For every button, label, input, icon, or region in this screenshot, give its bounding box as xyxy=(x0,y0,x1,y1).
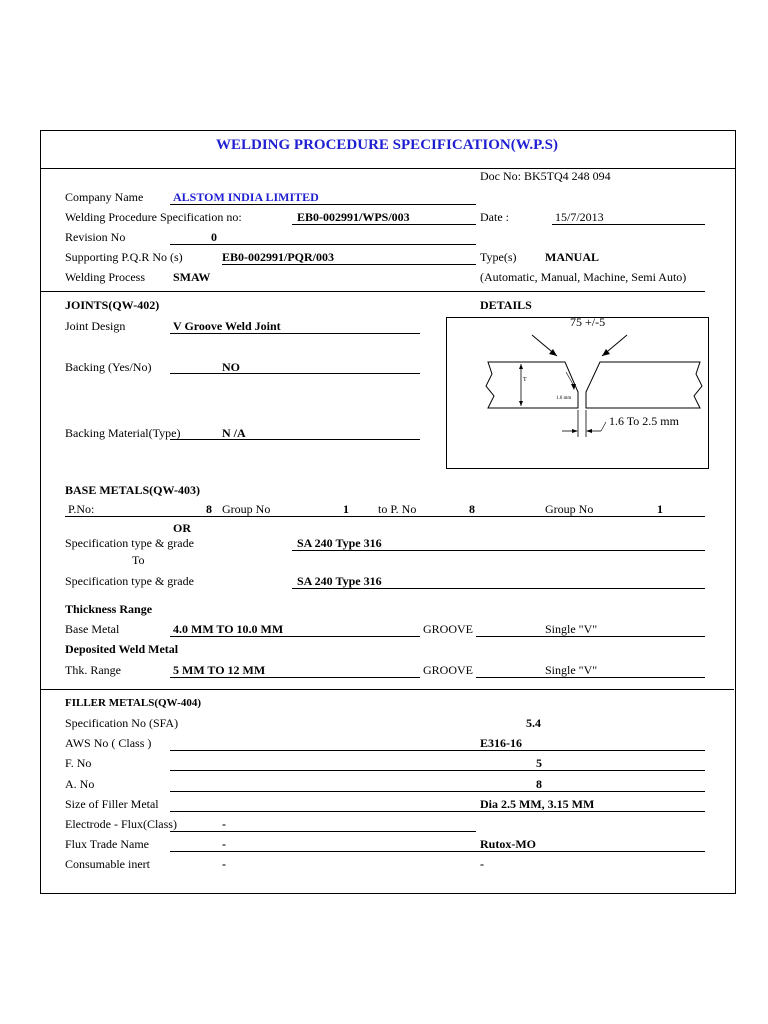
pqr-label: Supporting P.Q.R No (s) xyxy=(65,250,183,264)
filler-row-value: 5.4 xyxy=(526,716,541,730)
thk-underline xyxy=(170,677,420,678)
group2-label: Group No xyxy=(545,502,594,516)
to-pno-label: to P. No xyxy=(378,502,417,516)
groove-underline xyxy=(476,636,705,637)
joint-design-value: V Groove Weld Joint xyxy=(173,319,281,333)
date-label: Date : xyxy=(480,210,509,224)
filler-row-mid: - xyxy=(222,837,226,851)
groove-angle-label: 75 +/-5 xyxy=(570,315,606,329)
group-value: 1 xyxy=(343,502,349,516)
group2-value: 1 xyxy=(657,502,663,516)
spec2-underline xyxy=(292,588,705,589)
thickness-t-label: T xyxy=(523,377,527,383)
company-value: ALSTOM INDIA LIMITED xyxy=(173,190,319,204)
root-face-label: 1.6 mm xyxy=(556,396,572,401)
filler-row-underline xyxy=(170,851,705,852)
wps-value: EB0-002991/WPS/003 xyxy=(297,210,410,224)
spec-label: Specification type & grade xyxy=(65,536,194,550)
group-label: Group No xyxy=(222,502,271,516)
thickness-heading: Thickness Range xyxy=(65,602,153,616)
filler-row-label: Specification No (SFA) xyxy=(65,716,179,730)
details-heading: DETAILS xyxy=(480,298,532,312)
base-metal-value: 4.0 MM TO 10.0 MM xyxy=(173,622,284,636)
filler-row-underline xyxy=(170,770,705,771)
spec-value: SA 240 Type 316 xyxy=(297,536,382,550)
backing-value: NO xyxy=(222,360,240,374)
groove-label: GROOVE xyxy=(423,622,473,636)
backing-label: Backing (Yes/No) xyxy=(65,360,152,374)
filler-row-value: 8 xyxy=(536,777,542,791)
process-value: SMAW xyxy=(173,270,211,284)
filler-row-underline xyxy=(170,750,705,751)
filler-row-label: F. No xyxy=(65,756,92,770)
base-metal-label: Base Metal xyxy=(65,622,120,636)
pno-label: P.No: xyxy=(68,502,95,516)
filler-row-label: A. No xyxy=(65,777,95,791)
filler-row-mid: - xyxy=(222,857,226,871)
thk-value: 5 MM TO 12 MM xyxy=(173,663,266,677)
revision-value: 0 xyxy=(211,230,217,244)
type-note: (Automatic, Manual, Machine, Semi Auto) xyxy=(480,270,687,284)
filler-row-underline xyxy=(170,811,705,812)
to-label: To xyxy=(132,553,145,567)
doc-number: Doc No: BK5TQ4 248 094 xyxy=(480,169,611,183)
groove2-label: GROOVE xyxy=(423,663,473,677)
pno-value: 8 xyxy=(206,502,212,516)
filler-row-label: Consumable inert xyxy=(65,857,150,871)
filler-heading: FILLER METALS(QW-404) xyxy=(65,697,201,709)
base-metal-underline xyxy=(170,636,420,637)
filler-row-underline xyxy=(170,831,476,832)
thk-label: Thk. Range xyxy=(65,663,121,677)
groove-value: Single "V" xyxy=(545,622,598,636)
spec-underline xyxy=(292,550,705,551)
base-metals-heading: BASE METALS(QW-403) xyxy=(65,483,201,497)
page-title: WELDING PROCEDURE SPECIFICATION(W.P.S) xyxy=(216,137,558,153)
divider-filler xyxy=(40,689,734,690)
joint-design-label: Joint Design xyxy=(65,319,126,333)
filler-row-label: Electrode - Flux(Class) xyxy=(65,817,177,831)
wps-label: Welding Procedure Specification no: xyxy=(65,210,242,224)
date-value: 15/7/2013 xyxy=(555,210,604,224)
to-pno-value: 8 xyxy=(469,502,475,516)
spec2-label: Specification type & grade xyxy=(65,574,194,588)
filler-row-value: E316-16 xyxy=(480,736,522,750)
filler-row-value: Rutox-MO xyxy=(480,837,536,851)
filler-row-label: Flux Trade Name xyxy=(65,837,149,851)
spec2-value: SA 240 Type 316 xyxy=(297,574,382,588)
deposited-heading: Deposited Weld Metal xyxy=(65,642,179,656)
or-label: OR xyxy=(173,521,191,535)
groove2-value: Single "V" xyxy=(545,663,598,677)
left-plate xyxy=(486,362,578,408)
company-label: Company Name xyxy=(65,190,144,204)
root-gap-label: 1.6 To 2.5 mm xyxy=(609,414,679,428)
filler-row-label: Size of Filler Metal xyxy=(65,797,159,811)
process-label: Welding Process xyxy=(65,270,146,284)
backing-material-value: N /A xyxy=(222,426,246,440)
filler-row-value: - xyxy=(480,857,484,871)
type-label: Type(s) xyxy=(480,250,517,264)
type-value: MANUAL xyxy=(545,250,599,264)
filler-row-mid: - xyxy=(222,817,226,831)
filler-row-label: AWS No ( Class ) xyxy=(65,736,152,750)
pno-underline xyxy=(65,516,705,517)
joints-heading: JOINTS(QW-402) xyxy=(65,298,160,312)
filler-row-underline xyxy=(170,791,705,792)
filler-row-value: 5 xyxy=(536,756,542,770)
backing-material-label: Backing Material(Type) xyxy=(65,426,181,440)
right-plate xyxy=(586,362,702,408)
revision-label: Revision No xyxy=(65,230,126,244)
filler-row-value: Dia 2.5 MM, 3.15 MM xyxy=(480,797,595,811)
groove2-underline xyxy=(476,677,705,678)
pqr-value: EB0-002991/PQR/003 xyxy=(222,250,335,264)
